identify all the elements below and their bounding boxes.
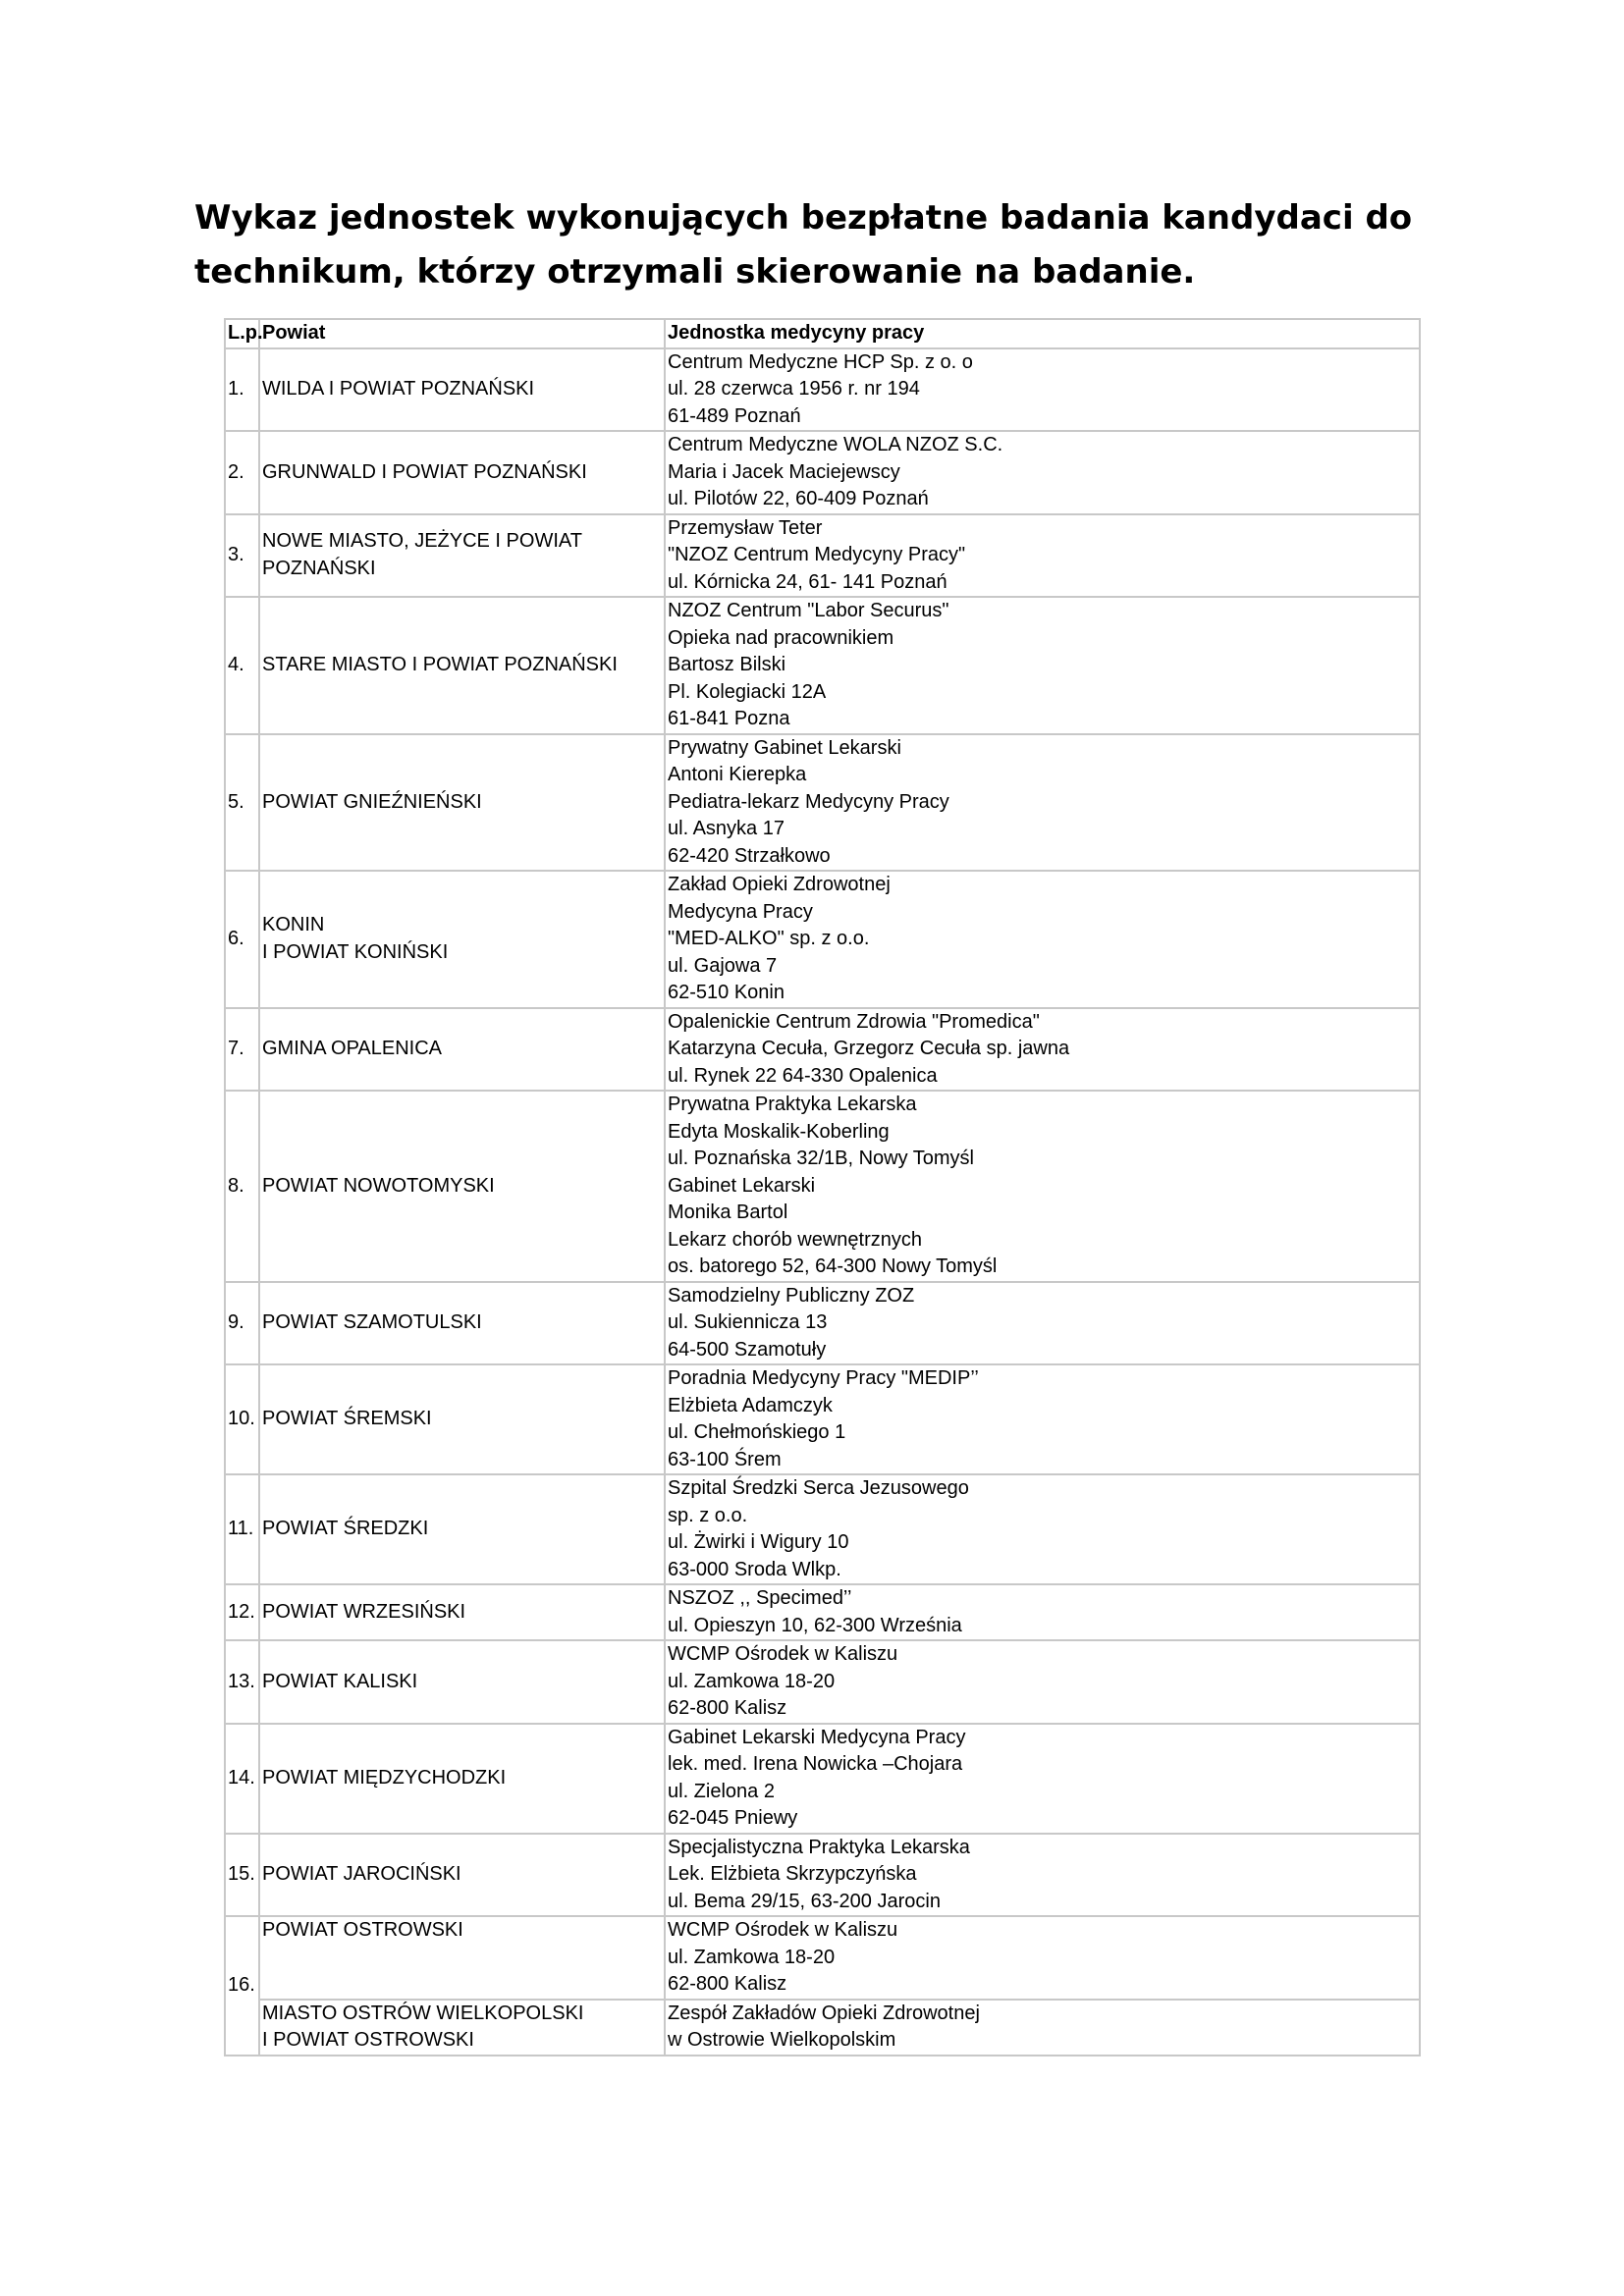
row-unit: NZOZ Centrum "Labor Securus" Opieka nad pracownikiem Bartosz Bilski Pl. Kolegiacki 12A 61-841 Pozna xyxy=(665,597,1420,734)
row-lp: 11. xyxy=(225,1474,259,1584)
row-unit: NSZOZ ,, Specimed’’ ul. Opieszyn 10, 62-300 Września xyxy=(665,1584,1420,1640)
row-unit: Zespół Zakładów Opieki Zdrowotnej w Ostrowie Wielkopolskim xyxy=(665,2000,1420,2056)
row-unit: Prywatna Praktyka Lekarska Edyta Moskalik-Koberling ul. Poznańska 32/1B, Nowy Tomyśl Gabinet Lekarski Monika Bartol Lekarz chorób wewnętrznych os. batorego 52, 64-300 Nowy Tomyśl xyxy=(665,1091,1420,1282)
row-lp: 3. xyxy=(225,514,259,598)
row-unit: Zakład Opieki Zdrowotnej Medycyna Pracy "MED-ALKO" sp. z o.o. ul. Gajowa 7 62-510 Konin xyxy=(665,871,1420,1008)
row-powiat: POWIAT NOWOTOMYSKI xyxy=(259,1091,665,1282)
table-row xyxy=(225,1916,1420,2000)
units-table xyxy=(224,318,1421,2056)
row-powiat: STARE MIASTO I POWIAT POZNAŃSKI xyxy=(259,597,665,734)
row-lp: 1. xyxy=(225,348,259,432)
row-unit: WCMP Ośrodek w Kaliszu ul. Zamkowa 18-20 62-800 Kalisz xyxy=(665,1640,1420,1724)
table-row xyxy=(225,1091,1420,1282)
table-row xyxy=(225,1724,1420,1834)
table-row xyxy=(225,1474,1420,1584)
row-powiat: GRUNWALD I POWIAT POZNAŃSKI xyxy=(259,431,665,514)
row-unit: WCMP Ośrodek w Kaliszu ul. Zamkowa 18-20 62-800 Kalisz xyxy=(665,1916,1420,2000)
row-lp: 13. xyxy=(225,1640,259,1724)
table-header-row xyxy=(225,319,1420,348)
row-unit: Samodzielny Publiczny ZOZ ul. Sukiennicza 13 64-500 Szamotuły xyxy=(665,1282,1420,1365)
page-title: Wykaz jednostek wykonujących bezpłatne badania kandydaci do technikum, którzy otrzymali skierowanie na badanie. xyxy=(194,198,1413,292)
header-lp: L.p. xyxy=(225,319,259,348)
row-lp: 12. xyxy=(225,1584,259,1640)
header-unit: Jednostka medycyny pracy xyxy=(665,319,1420,348)
row-lp: 6. xyxy=(225,871,259,1008)
table-row xyxy=(225,1834,1420,1917)
table-row xyxy=(225,348,1420,432)
table-row xyxy=(225,1008,1420,1092)
row-lp: 2. xyxy=(225,431,259,514)
row-powiat: NOWE MIASTO, JEŻYCE I POWIAT POZNAŃSKI xyxy=(259,514,665,598)
row-powiat: WILDA I POWIAT POZNAŃSKI xyxy=(259,348,665,432)
table-row xyxy=(225,597,1420,734)
row-unit: Szpital Średzki Serca Jezusowego sp. z o.o. ul. Żwirki i Wigury 10 63-000 Sroda Wlkp. xyxy=(665,1474,1420,1584)
row-powiat: GMINA OPALENICA xyxy=(259,1008,665,1092)
row-powiat: POWIAT KALISKI xyxy=(259,1640,665,1724)
table-row xyxy=(225,1364,1420,1474)
row-powiat: KONIN I POWIAT KONIŃSKI xyxy=(259,871,665,1008)
row-powiat: POWIAT OSTROWSKI xyxy=(259,1916,665,2000)
table-row xyxy=(225,871,1420,1008)
row-lp: 10. xyxy=(225,1364,259,1474)
row-powiat: POWIAT SZAMOTULSKI xyxy=(259,1282,665,1365)
row-lp: 4. xyxy=(225,597,259,734)
table-row xyxy=(225,1640,1420,1724)
row-lp: 16. xyxy=(225,1916,259,2056)
row-powiat: POWIAT GNIEŹNIEŃSKI xyxy=(259,734,665,872)
table-row xyxy=(225,2000,1420,2056)
row-powiat: MIASTO OSTRÓW WIELKOPOLSKI I POWIAT OSTROWSKI xyxy=(259,2000,665,2056)
row-unit: Gabinet Lekarski Medycyna Pracy lek. med. Irena Nowicka –Chojara ul. Zielona 2 62-045 Pniewy xyxy=(665,1724,1420,1834)
row-unit: Centrum Medyczne WOLA NZOZ S.C. Maria i Jacek Maciejewscy ul. Pilotów 22, 60-409 Poznań xyxy=(665,431,1420,514)
table-row xyxy=(225,1282,1420,1365)
row-lp: 9. xyxy=(225,1282,259,1365)
row-powiat: POWIAT ŚREMSKI xyxy=(259,1364,665,1474)
row-unit: Opalenickie Centrum Zdrowia "Promedica" Katarzyna Cecuła, Grzegorz Cecuła sp. jawna ul. Rynek 22 64-330 Opalenica xyxy=(665,1008,1420,1092)
row-unit: Centrum Medyczne HCP Sp. z o. o ul. 28 czerwca 1956 r. nr 194 61-489 Poznań xyxy=(665,348,1420,432)
table-row xyxy=(225,1584,1420,1640)
row-unit: Przemysław Teter "NZOZ Centrum Medycyny Pracy" ul. Kórnicka 24, 61- 141 Poznań xyxy=(665,514,1420,598)
row-powiat: POWIAT MIĘDZYCHODZKI xyxy=(259,1724,665,1834)
row-lp: 8. xyxy=(225,1091,259,1282)
row-lp: 15. xyxy=(225,1834,259,1917)
table-row xyxy=(225,734,1420,872)
table-row xyxy=(225,514,1420,598)
row-powiat: POWIAT WRZESIŃSKI xyxy=(259,1584,665,1640)
row-lp: 14. xyxy=(225,1724,259,1834)
row-lp: 7. xyxy=(225,1008,259,1092)
row-unit: Poradnia Medycyny Pracy "MEDIP’’ Elżbieta Adamczyk ul. Chełmońskiego 1 63-100 Śrem xyxy=(665,1364,1420,1474)
row-powiat: POWIAT ŚREDZKI xyxy=(259,1474,665,1584)
table-row xyxy=(225,431,1420,514)
header-powiat: Powiat xyxy=(259,319,665,348)
row-powiat: POWIAT JAROCIŃSKI xyxy=(259,1834,665,1917)
row-unit: Specjalistyczna Praktyka Lekarska Lek. Elżbieta Skrzypczyńska ul. Bema 29/15, 63-200 Jarocin xyxy=(665,1834,1420,1917)
row-unit: Prywatny Gabinet Lekarski Antoni Kierepka Pediatra-lekarz Medycyny Pracy ul. Asnyka 17 62-420 Strzałkowo xyxy=(665,734,1420,872)
row-lp: 5. xyxy=(225,734,259,872)
